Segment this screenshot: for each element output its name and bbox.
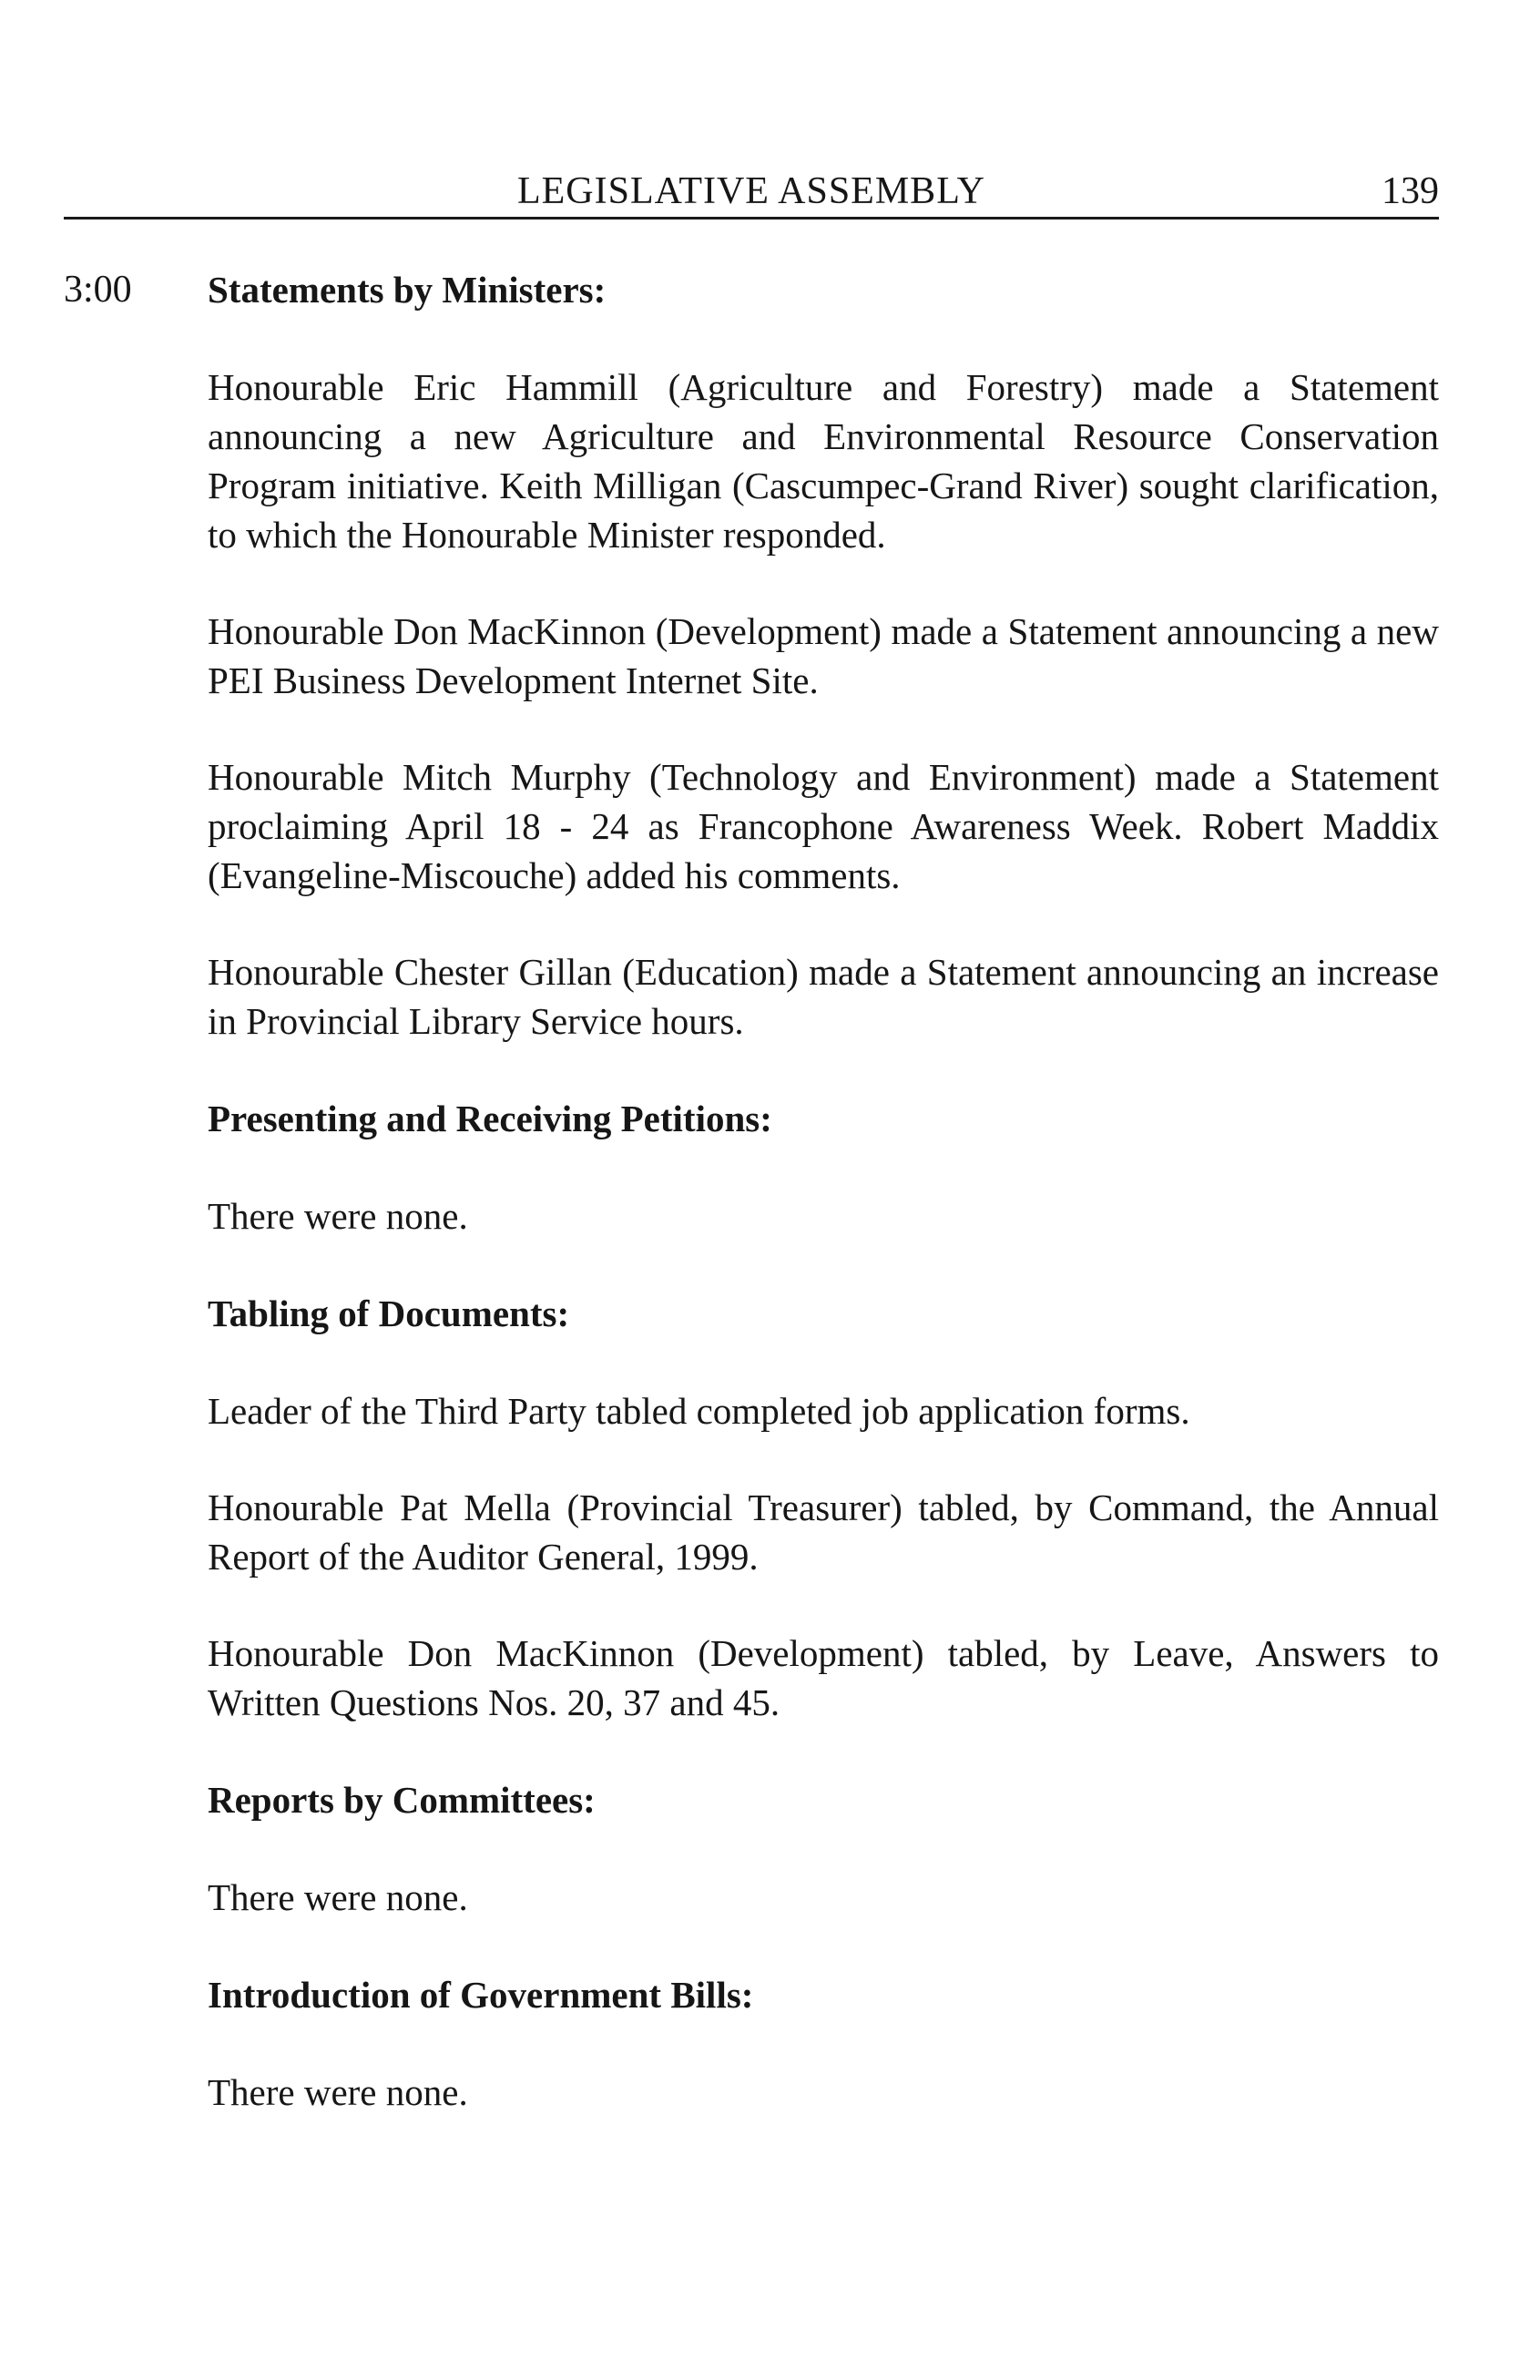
paragraph: Honourable Don MacKinnon (Development) made a Statement announcing a new PEI Business Development Internet Site. <box>208 610 1439 701</box>
paragraph: Honourable Mitch Murphy (Technology and Environment) made a Statement proclaiming April 18 - 24 as Francophone Awareness Week. Robert Maddix (Evangeline-Miscouche) added his comments. <box>208 756 1439 896</box>
paragraph: Honourable Chester Gillan (Education) made a Statement announcing an increase in Provincial Library Service hours. <box>208 951 1439 1042</box>
section-heading: Presenting and Receiving Petitions: <box>208 1098 772 1139</box>
section-heading: Introduction of Government Bills: <box>208 1974 754 2016</box>
section <box>208 264 1439 1046</box>
page-header <box>64 166 1439 220</box>
section <box>208 1288 1439 1727</box>
section-heading: Tabling of Documents: <box>208 1292 570 1334</box>
paragraph: There were none. <box>208 2071 468 2113</box>
paragraph: Honourable Pat Mella (Provincial Treasurer) tabled, by Command, the Annual Report of the Auditor General, 1999. <box>208 1486 1439 1578</box>
paragraph: Leader of the Third Party tabled completed job application forms. <box>208 1390 1190 1432</box>
section-heading: Reports by Committees: <box>208 1779 596 1821</box>
document-body <box>208 264 1439 2164</box>
section <box>208 1774 1439 1922</box>
paragraph: There were none. <box>208 1876 468 1918</box>
paragraph: Honourable Eric Hammill (Agriculture and Forestry) made a Statement announcing a new Agriculture and Environmental Resource Conservation Program initiative. Keith Milligan (Cascumpec-Grand River) sought clarification, to which the Honourable Minister responded. <box>208 366 1439 556</box>
paragraph: Honourable Don MacKinnon (Development) tabled, by Leave, Answers to Written Questions Nos. 20, 37 and 45. <box>208 1632 1439 1723</box>
header-title: LEGISLATIVE ASSEMBLY <box>517 170 985 212</box>
time-marker: 3:00 <box>64 269 132 311</box>
section <box>208 1093 1439 1241</box>
section <box>208 1969 1439 2117</box>
paragraph: There were none. <box>208 1195 468 1237</box>
section-heading: Statements by Ministers: <box>208 269 607 311</box>
page-number: 139 <box>1382 170 1439 212</box>
